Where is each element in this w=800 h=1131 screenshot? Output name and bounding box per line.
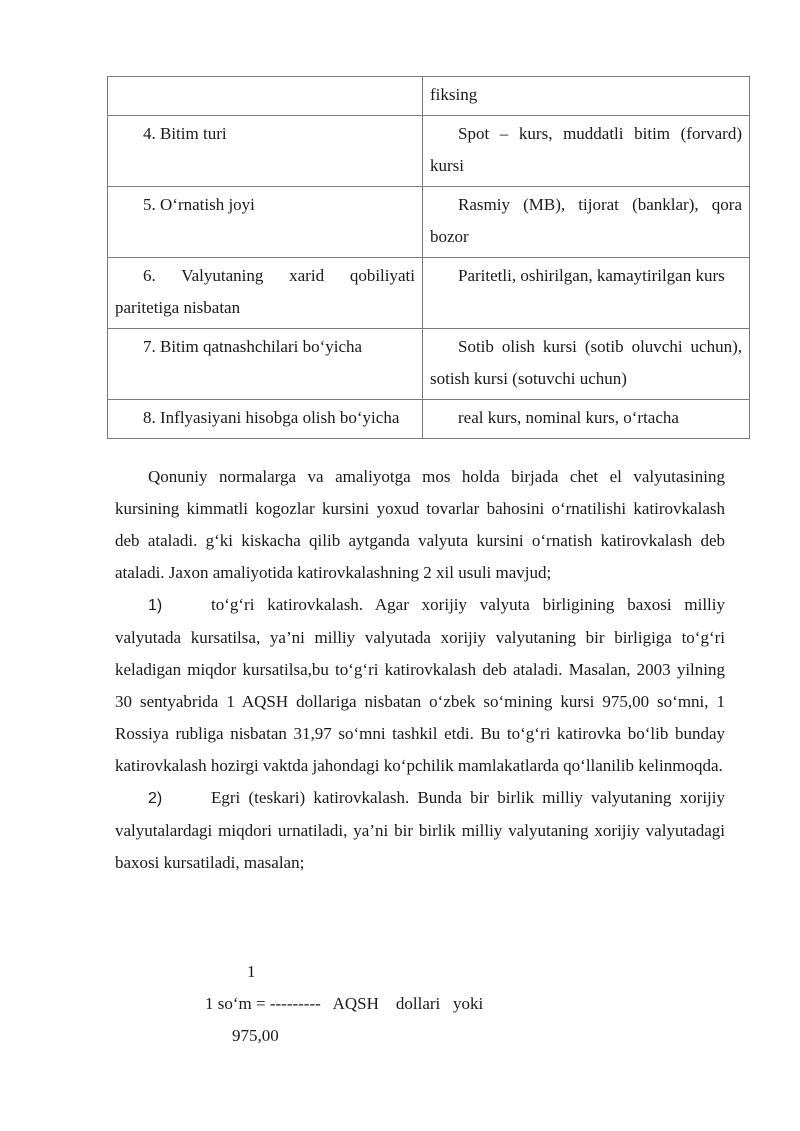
table-cell-left: 6. Valyutaning xarid qobiliyati paritetiga nisbatan	[108, 258, 423, 329]
table-cell-left: 8. Inflyasiyani hisobga olish bo‘yicha	[108, 400, 423, 439]
list-item-text: Egri (teskari) katirovkalash. Bunda bir birlik milliy valyutaning xorijiy valyutalardagi miqdori urnatiladi, ya’ni bir birlik milliy valyutaning xorijiy valyutadagi baxosi kursatiladi, masalan;	[115, 788, 725, 872]
table-cell-right: fiksing	[423, 77, 750, 116]
table-row	[108, 116, 750, 187]
formula-denominator: 975,00	[232, 1026, 279, 1045]
intro-paragraph: Qonuniy normalarga va amaliyotga mos holda birjada chet el valyutasining kursining kimmatli kogozlar kursini yoxud tovarlar bahosini o‘rnatilishi katirovkalash deb ataladi. g‘ki kiskacha qilib aytganda valyuta kursini o‘rnatish katirovkalash deb ataladi. Jaxon amaliyotida katirovkalashning 2 xil usuli mavjud;	[115, 467, 725, 582]
table-row	[108, 187, 750, 258]
body-text	[115, 461, 725, 879]
list-number: 2)	[148, 790, 163, 807]
table-cell-right: Sotib olish kursi (sotib oluvchi uchun), sotish kursi (sotuvchi uchun)	[423, 329, 750, 400]
table-row	[108, 400, 750, 439]
table-cell-left: 5. O‘rnatish joyi	[108, 187, 423, 258]
table-cell-right: Paritetli, oshirilgan, kamaytirilgan kurs	[423, 258, 750, 329]
list-number: 1)	[148, 597, 163, 614]
list-item-text: to‘g‘ri katirovkalash. Agar xorijiy valyuta birligining baxosi milliy valyutada kursatilsa, ya’ni milliy valyutada xorijiy valyutaning bir birligiga to‘g‘ri keladigan miqdor kursatilsa,bu to‘g‘ri katirovkalash deb ataladi. Masalan, 2003 yilning 30 sentyabrida 1 AQSH dollariga nisbatan o‘zbek so‘mining kursi 975,00 so‘mni, 1 Rossiya rubliga nisbatan 31,97 so‘mni tashkil etdi. Bu to‘g‘ri katirovka bo‘lib bunday katirovkalash hozirgi vaktda jahondagi ko‘pchilik mamlakatlarda qo‘llanilib kelinmoqda.	[115, 595, 725, 775]
table-row	[108, 329, 750, 400]
table-cell-right: Spot – kurs, muddatli bitim (forvard) kursi	[423, 116, 750, 187]
table-cell-right: real kurs, nominal kurs, o‘rtacha	[423, 400, 750, 439]
table-cell-left: 7. Bitim qatnashchilari bo‘yicha	[108, 329, 423, 400]
formula-line: 1 so‘m = --------- AQSH dollari yoki	[205, 994, 484, 1013]
table-cell-left: 4. Bitim turi	[108, 116, 423, 187]
table-cell-left	[108, 77, 423, 116]
list-item	[115, 782, 725, 879]
classification-table	[107, 76, 750, 439]
list-item	[115, 589, 725, 782]
table-row	[108, 77, 750, 116]
table-cell-right: Rasmiy (MB), tijorat (banklar), qora bozor	[423, 187, 750, 258]
table-row	[108, 258, 750, 329]
formula-numerator: 1	[247, 962, 256, 981]
